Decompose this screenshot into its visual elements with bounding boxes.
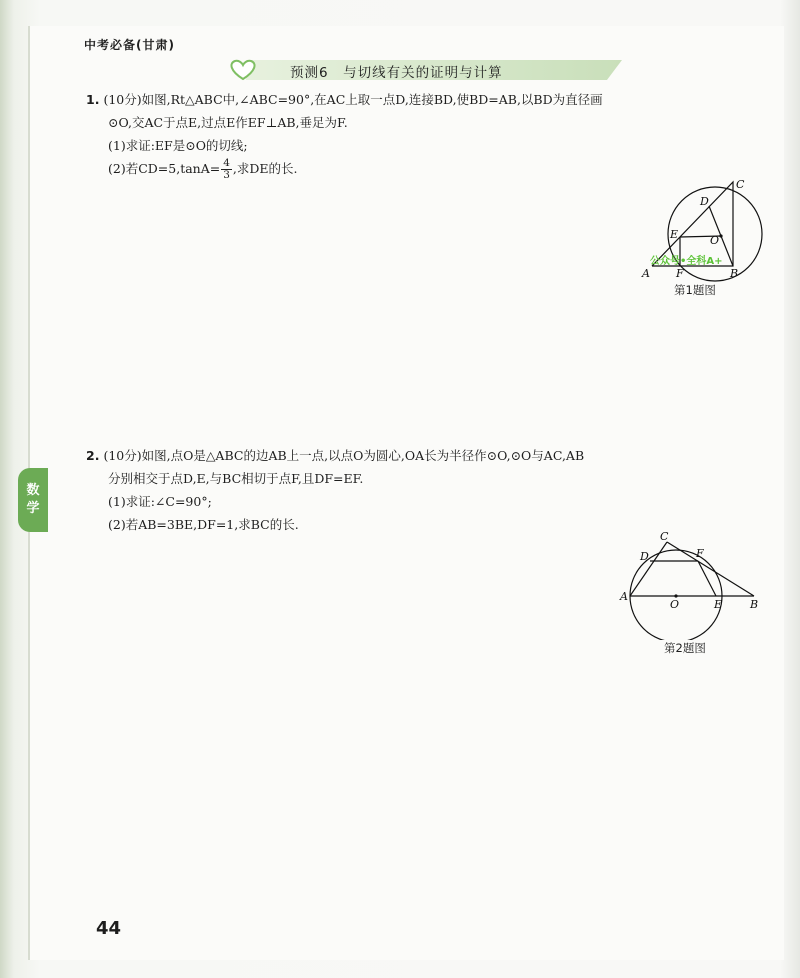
label-e: E [670,228,679,241]
question-1 [86,88,603,181]
label-b: B [730,267,739,280]
label-a: A [620,590,628,603]
fraction-numerator: 4 [223,157,230,169]
question-2-part2: (2)若AB=3BE,DF=1,求BC的长. [108,517,299,532]
question-1-part2-before: (2)若CD=5,tanA= [108,161,221,176]
label-o: O [710,234,720,247]
section-title: 预测6 与切线有关的证明与计算 [290,65,503,81]
question-1-stem-text1: (10分)如图,Rt△ABC中,∠ABC=90°,在AC上取一点D,连接BD,使BD=AB,以BD为直径画 [103,92,603,107]
fraction [221,158,232,181]
label-c: C [736,178,745,191]
question-1-stem-line1 [86,88,603,111]
book-title: 中考必备(甘肃) [84,38,175,52]
question-1-number: 1. [86,92,100,107]
question-2-stem-text1: (10分)如图,点O是△ABC的边AB上一点,以点O为圆心,OA长为半径作⊙O,⊙O与AC,AB [103,448,585,463]
label-d: D [700,195,709,208]
page-number: 44 [96,918,122,939]
watermark-text: 公众号•全科A+ [650,256,723,267]
label-e: E [714,598,723,611]
question-2-number: 2. [86,448,100,463]
question-2-stem-line2: 分别相交于点D,E,与BC相切于点F,且DF=EF. [108,471,364,486]
section-banner [226,58,626,82]
fraction-denominator: 3 [223,169,230,181]
question-1-part2 [86,157,603,181]
point-o [719,234,722,237]
question-1-stem-line2: ⊙O,交AC于点E,过点E作EF⊥AB,垂足为F. [108,115,348,130]
question-2 [86,444,584,536]
figure-2 [618,530,764,640]
subject-tab-line2: 学 [26,501,40,516]
label-b: B [750,598,759,611]
figure-2-caption: 第2题图 [664,641,706,655]
label-f: F [676,267,684,280]
label-f: F [696,547,704,560]
subject-tab-line1: 数 [26,483,40,498]
label-o: O [670,598,680,611]
label-d: D [640,550,649,563]
figure-1-caption: 第1题图 [674,283,716,297]
label-a: A [642,267,650,280]
subject-tab [18,468,48,532]
label-c: C [660,530,669,543]
segment-cb [667,542,754,596]
heart-icon [226,58,260,82]
question-2-stem-line1 [86,444,584,467]
question-2-part1: (1)求证:∠C=90°; [108,494,212,509]
question-1-part1: (1)求证:EF是⊙O的切线; [108,138,248,153]
question-1-part2-after: ,求DE的长. [232,161,298,176]
